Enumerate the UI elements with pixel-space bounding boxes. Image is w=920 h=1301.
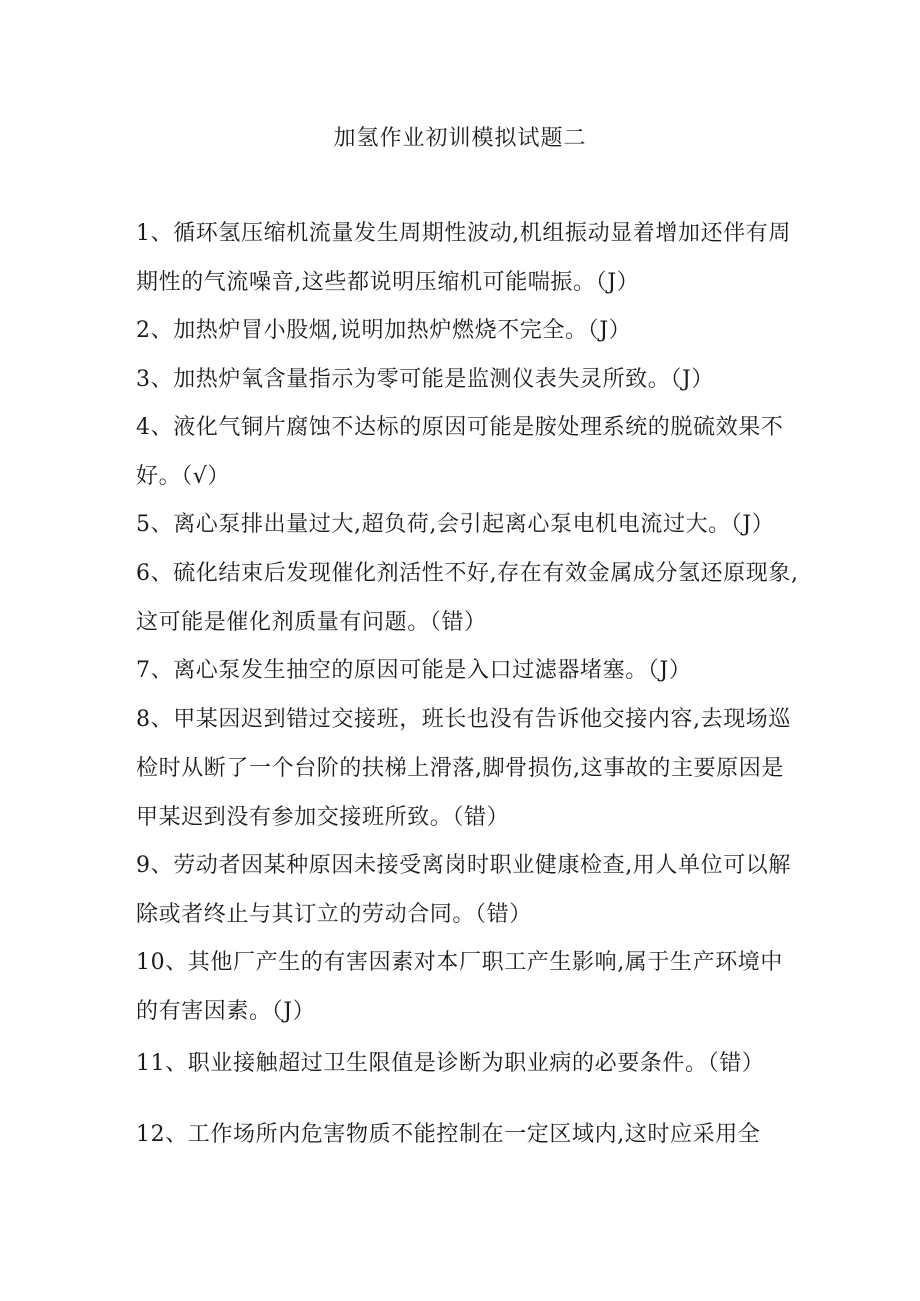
question-3: 3、加热炉氧含量指示为零可能是监测仪表失灵所致。（J） xyxy=(136,367,715,392)
question-2: 2、加热炉冒小股烟,说明加热炉燃烧不完全。（J） xyxy=(136,318,632,343)
question-8: 8、甲某因迟到错过交接班，班长也没有告诉他交接内容,去现场巡检时从断了一个台阶的扶梯上滑落,脚骨损伤,这事故的主要原因是甲某迟到没有参加交接班所致。（错） xyxy=(136,707,791,830)
question-6: 6、硫化结束后发现催化剂活性不好,存在有效金属成分氢还原现象,这可能是催化剂质量有问题。（错） xyxy=(136,561,799,635)
question-12: 12、工作场所内危害物质不能控制在一定区域内,这时应采用全 xyxy=(136,1122,761,1147)
question-1: 1、循环氢压缩机流量发生周期性波动,机组振动显着增加还伴有周期性的气流噪音,这些都说明压缩机可能喘振。（J） xyxy=(136,221,791,295)
question-9: 9、劳动者因某种原因未接受离岗时职业健康检查,用人单位可以解除或者终止与其订立的劳动合同。（错） xyxy=(136,853,791,927)
question-5: 5、离心泵排出量过大,超负荷,会引起离心泵电机电流过大。（J） xyxy=(136,512,775,537)
question-11: 11、职业接触超过卫生限值是诊断为职业病的必要条件。（错） xyxy=(136,1051,765,1076)
question-7: 7、离心泵发生抽空的原因可能是入口过滤器堵塞。（J） xyxy=(136,658,692,683)
question-10: 10、其他厂产生的有害因素对本厂职工产生影响,属于生产环境中的有害因素。（J） xyxy=(136,950,783,1024)
question-4: 4、液化气铜片腐蚀不达标的原因可能是胺处理系统的脱硫效果不好。（√） xyxy=(136,415,784,489)
document-title: 加氢作业初训模拟试题二 xyxy=(333,126,587,151)
